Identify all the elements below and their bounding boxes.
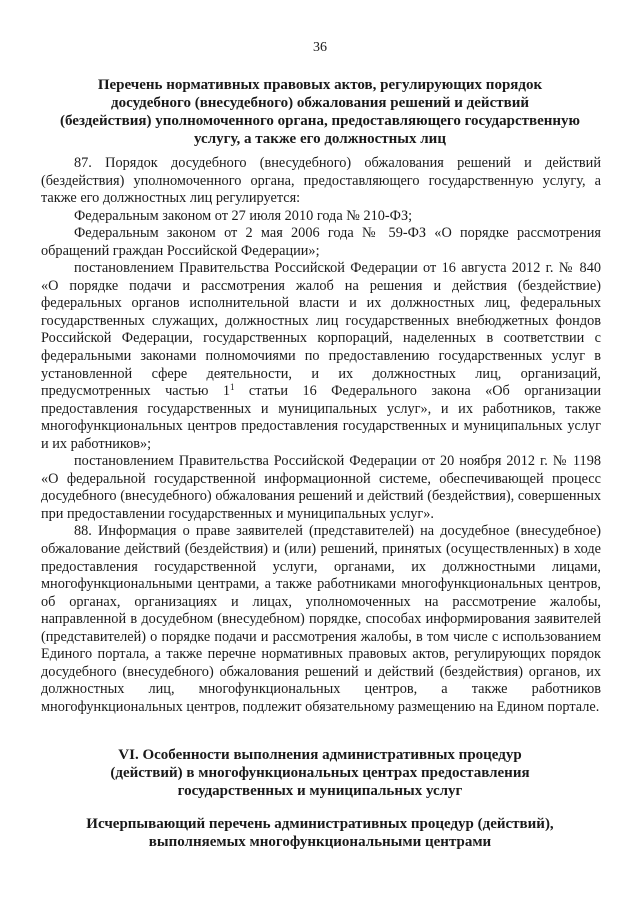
paragraph-resolution-1198: постановлением Правительства Российской Федерации от 20 ноября 2012 г. № 1198 «О федеральной государственной информационной системе, обеспечивающей процесс досудебного (внесудебного) обжалования решений и действий (бездействия), совершенных при предоставлении государственных и муниципальных услуг».	[41, 453, 601, 522]
paragraph-87: 87. Порядок досудебного (внесудебного) обжалования решений и действий (бездействия) уполномоченного органа, предоставляющего государственную услугу, а также его должностных лиц регулируется:	[41, 155, 601, 207]
heading-line: Исчерпывающий перечень административных процедур (действий),	[86, 816, 554, 832]
heading-line: (бездействия) уполномоченного органа, предоставляющего государственную	[59, 113, 581, 129]
resolution-840-text: постановлением Правительства Российской Федерации от 16 августа 2012 г. № 840 «О порядке подачи и рассмотрения жалоб на решения и действия (бездействие) федеральных органов исполнительной власти и их должностных лиц, федеральных государственных служащих, должностных лиц государственных внебюджетных фондов Российской Федерации, государственных корпораций, наделенных в соответствии с федеральными законами полномочиями по предоставлению государственных услуг в установленной сфере деятельности, и их должностных лиц, организаций, предусмотренных частью 1	[41, 260, 601, 400]
paragraph-law-59: Федеральным законом от 2 мая 2006 года № 59-ФЗ «О порядке рассмотрения обращений граждан Российской Федерации»;	[41, 225, 601, 259]
paragraph-law-210: Федеральным законом от 27 июля 2010 года № 210-ФЗ;	[74, 207, 413, 224]
heading-line: услугу, а также его должностных лиц	[194, 131, 446, 147]
paragraph-resolution-840	[41, 260, 601, 453]
heading-line: выполняемых многофункциональными центрами	[148, 834, 492, 850]
resolution-840-text-cont: статьи 16 Федерального закона «Об организации предоставления государственных и муниципальных услуг», и их работников, также многофункциональных центров предоставления государственных и муниципальных услуг и их работников»;	[41, 383, 601, 452]
heading-line: (действий) в многофункциональных центрах предоставления	[110, 765, 530, 781]
section-heading-exhaustive-list	[0, 815, 640, 851]
section-heading-vi	[0, 746, 640, 800]
heading-line: Перечень нормативных правовых актов, регулирующих порядок	[97, 77, 543, 93]
heading-line: государственных и муниципальных услуг	[177, 783, 463, 799]
heading-line: досудебного (внесудебного) обжалования решений и действий	[111, 95, 529, 111]
body-text	[41, 155, 601, 717]
heading-line: VI. Особенности выполнения административных процедур	[118, 747, 522, 763]
superscript: 1	[229, 382, 235, 393]
page-number: 36	[313, 40, 327, 55]
paragraph-88: 88. Информация о праве заявителей (представителей) на досудебное (внесудебное) обжалование действий (бездействия) и (или) решений, принятых (осуществленных) в ходе предоставления государственной услуги, органами, их должностными лицами, многофункциональными центрами, а также работниками многофункциональных центров, об органах, организациях и лицах, уполномоченных на рассмотрение жалобы, направленной в досудебном (внесудебном) порядке, способах информирования заявителей (представителей) о порядке подачи и рассмотрения жалобы, в том числе с использованием Единого портала, а также перечне нормативных правовых актов, регулирующих порядок досудебного (внесудебного) обжалования решений и действий (бездействия) органов, их должностных лиц, многофункциональных центров, а также работников многофункциональных центров, подлежит обязательному размещению на Едином портале.	[41, 523, 601, 715]
section-heading-appeal-acts	[0, 76, 640, 148]
